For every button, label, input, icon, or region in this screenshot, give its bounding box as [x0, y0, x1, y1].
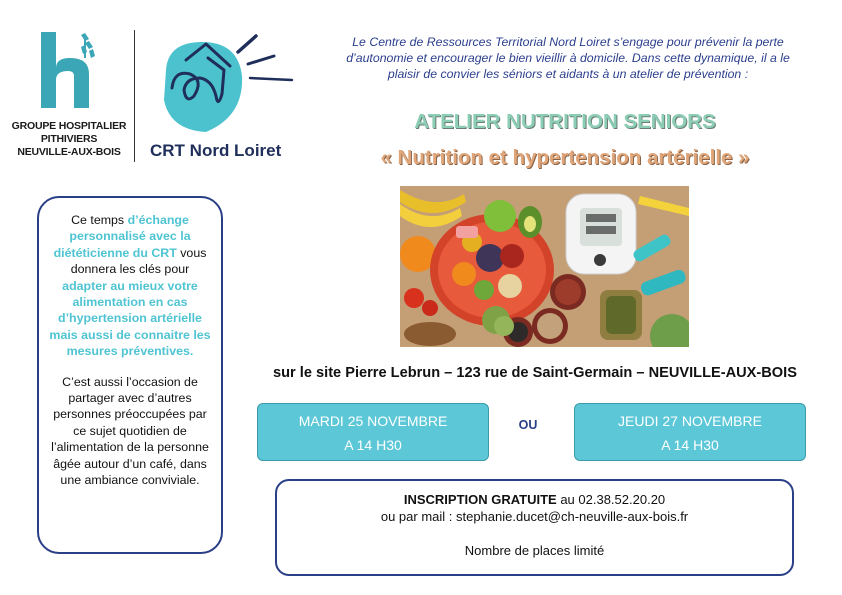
date-option-2 [574, 403, 806, 461]
event-address: sur le site Pierre Lebrun – 123 rue de Saint-Germain – NEUVILLE-AUX-BOIS [273, 365, 797, 381]
gh-line-2: PITHIVIERS [40, 133, 98, 145]
registration-label: INSCRIPTION GRATUITE [403, 492, 557, 507]
gh-line-3: NEUVILLE-AUX-BOIS [17, 146, 121, 158]
food-and-blood-pressure-photo [400, 186, 689, 347]
info-text: vous donnera les clés pour [70, 245, 207, 277]
crt-name: CRT Nord Loiret [150, 141, 282, 160]
crt-house-logo-icon [146, 30, 296, 138]
intro-line-3: plaisir de convier les séniors et aidants à un atelier de prévention : [387, 67, 749, 81]
registration-line [277, 491, 792, 508]
registration-phone: au 02.38.52.20.20 [556, 492, 666, 507]
page-title: ATELIER NUTRITION SENIORS [414, 110, 716, 133]
or-separator: OU [518, 418, 538, 432]
date-day: MARDI 25 NOVEMBRE [298, 413, 448, 429]
logo-groupe-hospitalier [10, 30, 128, 165]
info-side-box [37, 196, 223, 554]
intro-line-1: Le Centre de Ressources Territorial Nord Loiret s’engage pour prévenir la perte [352, 35, 784, 49]
registration-box [275, 479, 794, 576]
intro-text [306, 34, 830, 82]
info-paragraph-2: C’est aussi l’occasion de partager avec d’autres personnes préoccupées par ce sujet quotidien de l’alimentation de la personne âgée autour d’un café, dans une ambiance conviviale. [51, 374, 209, 488]
hospital-h-logo-icon [37, 30, 101, 110]
page-subtitle: « Nutrition et hypertension artérielle » [380, 146, 750, 169]
date-time: A 14 H30 [344, 437, 402, 453]
info-highlight: adapter au mieux votre alimentation en cas d’hypertension artérielle mais aussi de connaitre les mesures préventives. [49, 278, 211, 359]
intro-line-2: d’autonomie et encourager le bien vieillir à domicile. Dans cette dynamique, il a le [346, 51, 790, 65]
date-time: A 14 H30 [661, 437, 719, 453]
gh-line-1: GROUPE HOSPITALIER [11, 120, 127, 132]
date-option-1 [257, 403, 489, 461]
info-highlight: d’échange personnalisé avec la diététicienne du CRT [53, 213, 191, 260]
registration-mail: ou par mail : stephanie.ducet@ch-neuville-aux-bois.fr [380, 509, 689, 524]
logo-crt-nord-loiret [146, 30, 296, 165]
logo-divider [134, 30, 135, 162]
date-day: JEUDI 27 NOVEMBRE [618, 413, 762, 429]
info-paragraph-1 [49, 212, 211, 360]
info-text: Ce temps [71, 213, 128, 227]
registration-limit: Nombre de places limité [464, 543, 605, 558]
